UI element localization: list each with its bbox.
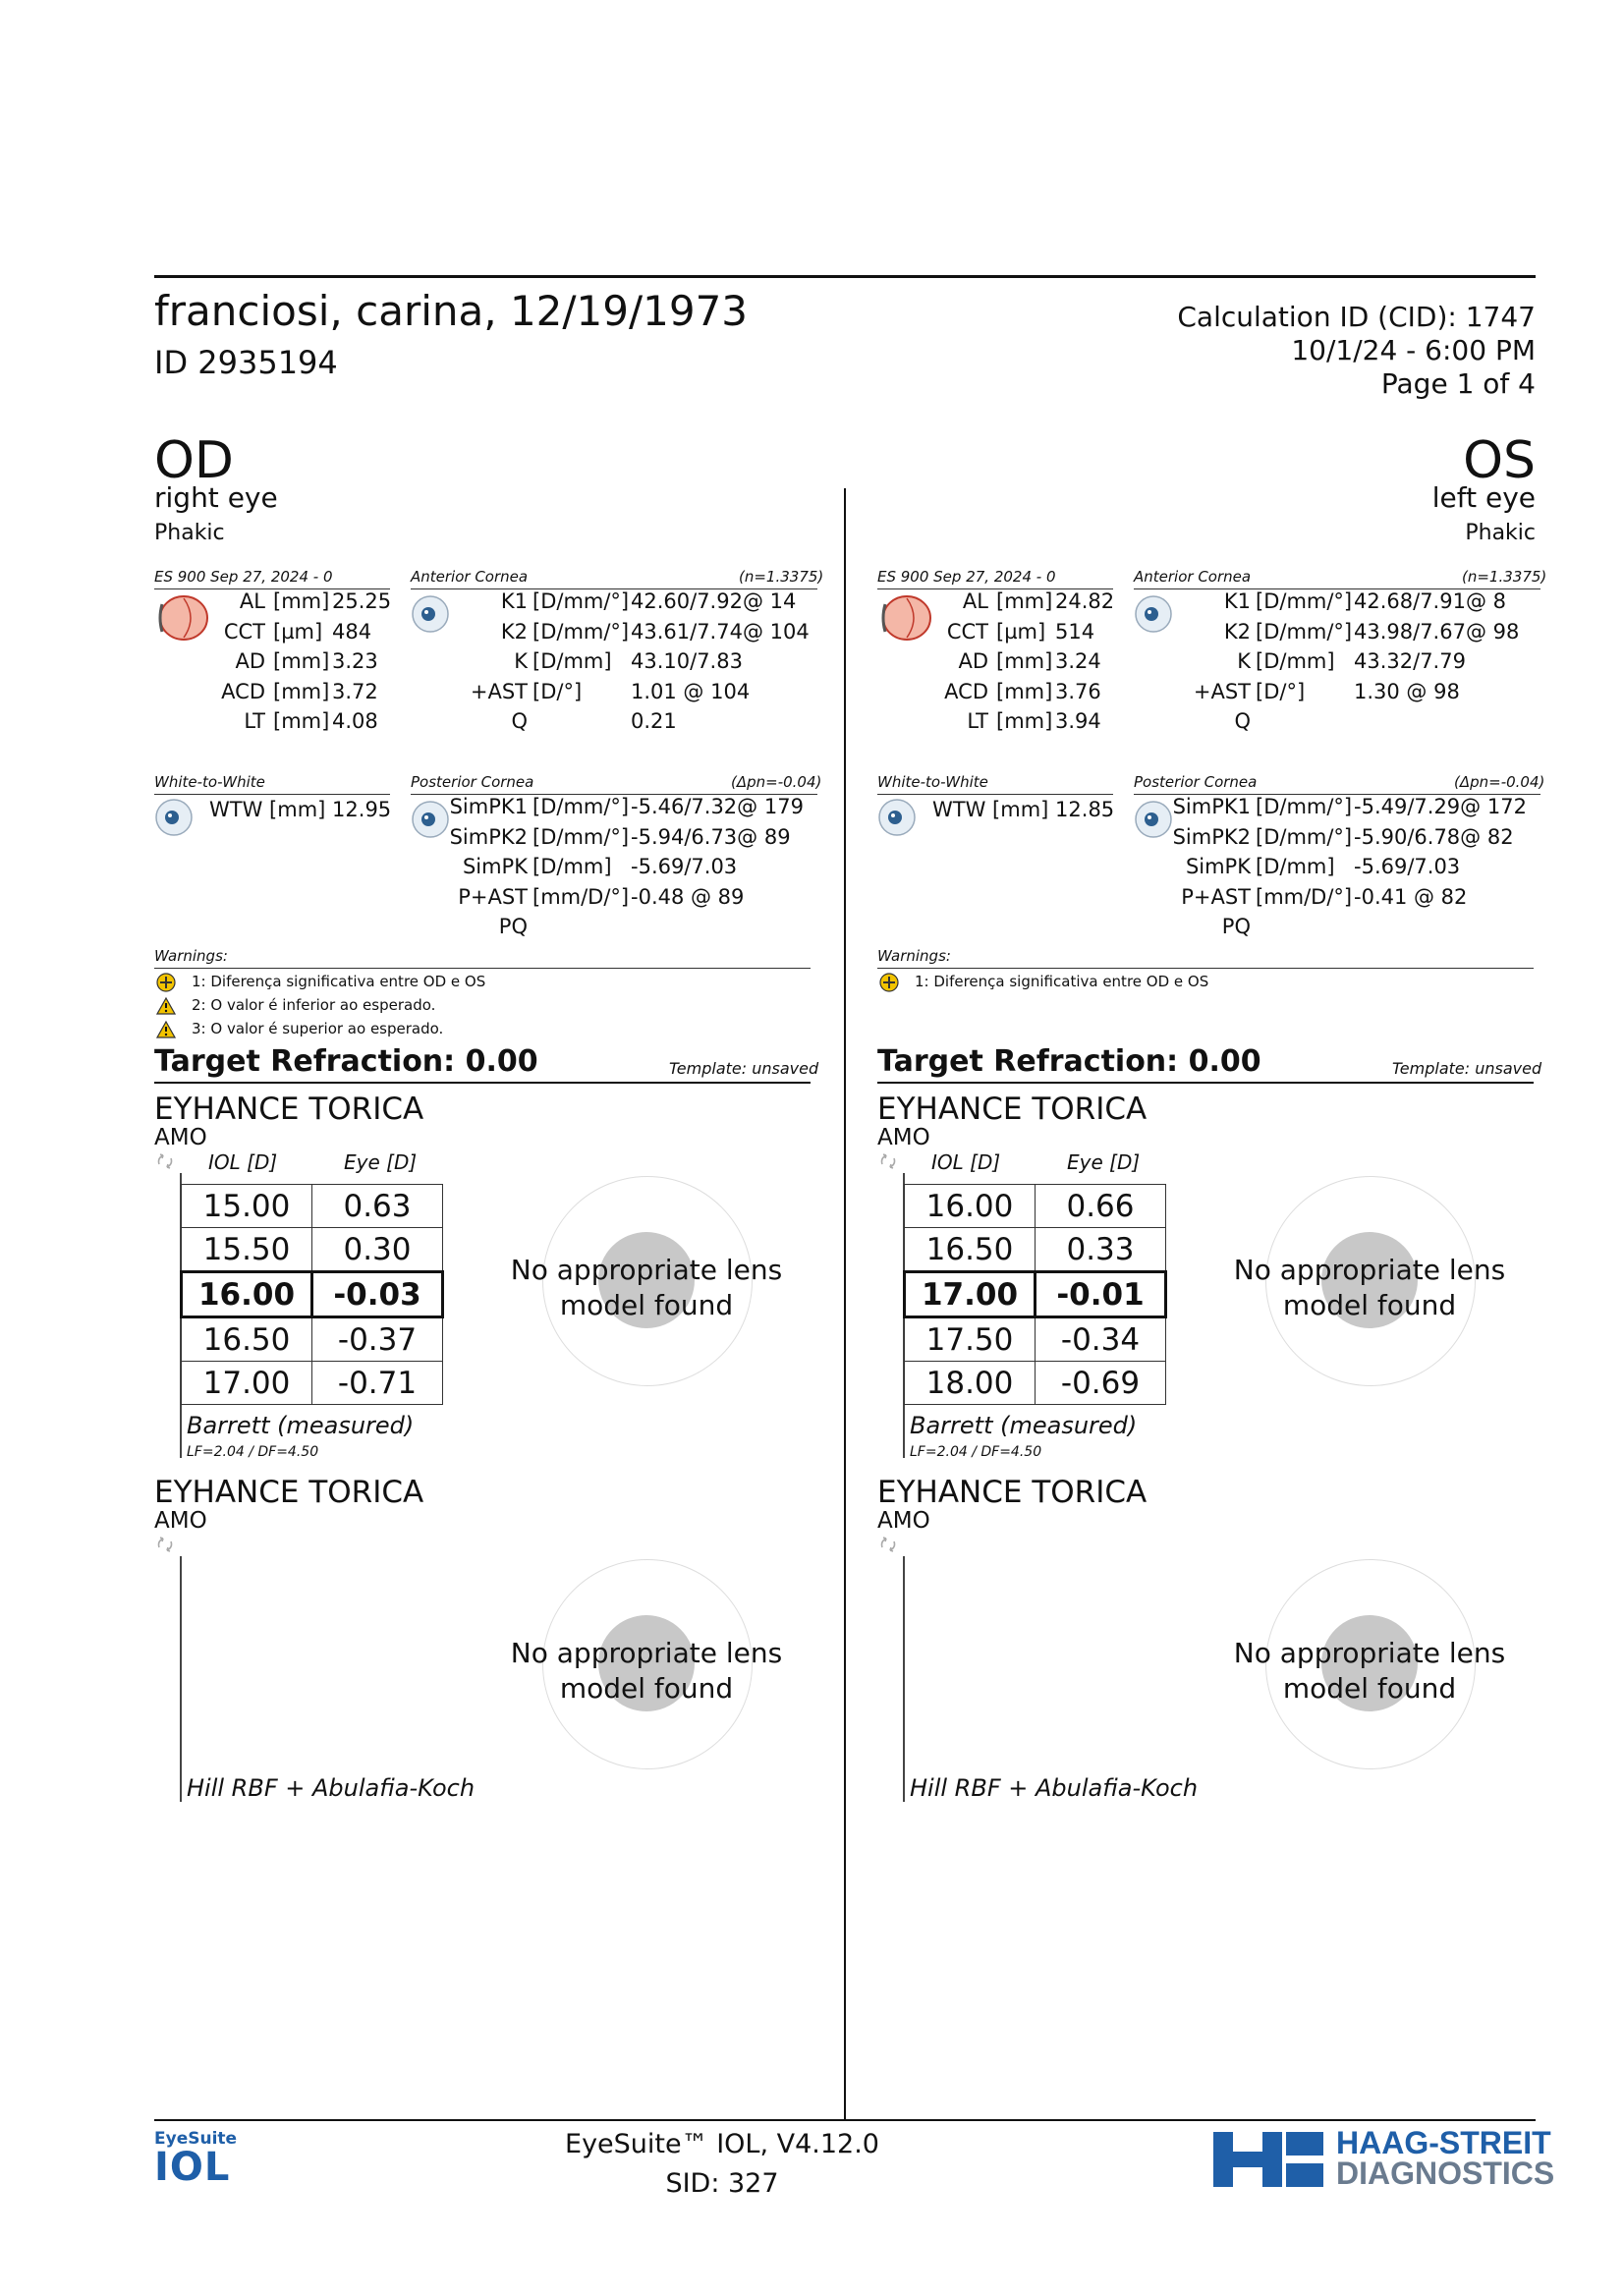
eye-side: left eye [1431, 481, 1536, 514]
iol-power-cell: 16.50 [905, 1228, 1036, 1272]
difference-warning-icon [156, 973, 176, 992]
eye-code: OS [1463, 431, 1536, 490]
no-lens-message [1212, 1636, 1527, 1707]
eyesuite-iol-logo [154, 2129, 238, 2190]
wtw-eye-icon [877, 798, 917, 837]
measure-value: 3.76 [1055, 679, 1101, 703]
brand-line-2: DIAGNOSTICS [1336, 2156, 1555, 2191]
column-iol: IOL [D] [931, 1150, 1001, 1174]
measure-value: 1.30 @ 98 [1354, 679, 1460, 703]
measure-value: 43.32/7.79 [1354, 649, 1466, 673]
measure-unit: [mm/D/°] [1256, 884, 1353, 909]
wtw-row [932, 798, 1114, 821]
iol-row[interactable] [905, 1228, 1166, 1272]
brand-line-1: HAAG-STREIT [1336, 2125, 1551, 2160]
formula-name: Barrett (measured) [187, 1412, 415, 1439]
warning-text: 1: Diferença significativa entre OD e OS [915, 973, 1209, 990]
measure-value: -0.48 @ 89 [631, 884, 745, 909]
column-iol: IOL [D] [208, 1150, 278, 1174]
iol-row[interactable] [905, 1317, 1166, 1362]
app-version: EyeSuite™ IOL, V4.12.0 [565, 2129, 879, 2159]
measure-label: SimPK [1185, 855, 1251, 878]
wtw-label: WTW [209, 798, 263, 821]
eye-side: right eye [154, 481, 278, 514]
measure-value: -5.46/7.32@ 179 [631, 795, 804, 818]
measure-value: -5.69/7.03 [1354, 855, 1461, 878]
patient-id: ID 2935194 [154, 344, 338, 381]
measure-value: 25.25 [332, 589, 392, 613]
wtw-eye-icon [154, 798, 194, 837]
iol-power-cell: 15.00 [182, 1185, 312, 1228]
eye-refraction-cell: -0.03 [312, 1272, 443, 1317]
no-lens-line-1: No appropriate lens [1233, 1637, 1506, 1669]
section-rule [154, 794, 390, 795]
measure-label: LT [967, 709, 988, 733]
measure-label: SimPK1 [1172, 795, 1251, 818]
warning-triangle-icon [156, 1020, 176, 1039]
measure-value: 3.94 [1055, 709, 1101, 733]
measure-unit: [µm] [273, 619, 323, 644]
wtw-row [209, 798, 391, 821]
hs-logo-mark [1213, 2132, 1326, 2187]
target-refraction: Target Refraction: 0.00 [154, 1044, 538, 1079]
header-top-rule [154, 275, 1536, 278]
anterior-cornea-title: Anterior Cornea [411, 568, 529, 586]
measure-unit: [D/mm/°] [1256, 589, 1353, 613]
cornea-eye-icon [1134, 594, 1173, 634]
calculation-id: Calculation ID (CID): 1747 [1177, 301, 1536, 333]
column-eye: Eye [D] [344, 1150, 418, 1174]
measure-unit: [mm] [273, 589, 330, 613]
measure-label: +AST [470, 679, 528, 703]
measure-label: PQ [498, 915, 528, 938]
eye-refraction-cell: -0.01 [1036, 1272, 1166, 1317]
haag-streit-logo [1213, 2132, 1326, 2191]
posterior-index: (Δpn=-0.04) [1454, 773, 1545, 791]
eye-code: OD [154, 431, 234, 490]
section-rule [154, 1082, 811, 1084]
iol-power-cell: 18.00 [905, 1362, 1036, 1405]
measure-unit: [D/mm] [532, 649, 612, 673]
iol-row[interactable] [905, 1362, 1166, 1405]
wtw-unit: [mm] [269, 798, 326, 821]
measure-label: Q [511, 709, 528, 733]
formula-name: Hill RBF + Abulafia-Koch [910, 1774, 1199, 1802]
measure-label: PQ [1221, 915, 1251, 938]
measure-unit: [mm] [996, 679, 1053, 703]
iol-row[interactable] [182, 1228, 443, 1272]
measure-label: P+AST [458, 884, 528, 909]
measure-unit: [mm] [996, 709, 1053, 733]
iol-row[interactable] [905, 1185, 1166, 1228]
session-id: SID: 327 [665, 2168, 779, 2199]
measure-label: CCT [946, 619, 988, 644]
measure-value: 3.72 [332, 679, 378, 703]
posterior-cornea-title: Posterior Cornea [1134, 773, 1258, 791]
eye-refraction-cell: 0.63 [312, 1185, 443, 1228]
iol-row-selected[interactable] [905, 1272, 1166, 1317]
measure-value: 3.24 [1055, 649, 1101, 673]
measure-label: CCT [223, 619, 265, 644]
measure-unit: [D/°] [532, 679, 583, 703]
iol-power-cell: 16.00 [905, 1185, 1036, 1228]
link-icon[interactable] [154, 1534, 176, 1555]
eye-anatomy-icon [154, 592, 209, 644]
measure-value: 42.60/7.92@ 14 [631, 589, 797, 613]
iol-row[interactable] [182, 1362, 443, 1405]
template-status: Template: unsaved [1392, 1059, 1542, 1078]
measure-unit: [µm] [996, 619, 1046, 644]
warnings-title: Warnings: [877, 947, 951, 965]
measure-label: SimPK2 [449, 824, 528, 849]
measure-label: K1 [1223, 589, 1251, 613]
no-lens-message [1212, 1253, 1527, 1323]
logo-bottom-text: IOL [154, 2145, 231, 2190]
cornea-eye-icon [411, 594, 450, 634]
eye-refraction-cell: -0.34 [1036, 1317, 1166, 1362]
measure-unit: [mm] [273, 709, 330, 733]
warnings-title: Warnings: [154, 947, 228, 965]
device-title: ES 900 Sep 27, 2024 - 0 [154, 568, 333, 586]
measure-value: 43.61/7.74@ 104 [631, 619, 810, 644]
measure-unit: [D/mm] [1256, 649, 1335, 673]
logo-top-text: EyeSuite [154, 2129, 238, 2149]
no-lens-line-2: model found [1282, 1672, 1457, 1705]
measure-unit: [D/mm/°] [1256, 824, 1353, 849]
measure-label: LT [244, 709, 265, 733]
link-icon[interactable] [154, 1150, 176, 1172]
posterior-index: (Δpn=-0.04) [731, 773, 822, 791]
iol-power-table [180, 1184, 444, 1405]
formula-name: Hill RBF + Abulafia-Koch [187, 1774, 476, 1802]
lens-manufacturer: AMO [877, 1508, 930, 1534]
measure-label: ACD [221, 679, 265, 703]
measure-value: 4.08 [332, 709, 378, 733]
iol-power-cell: 16.00 [182, 1272, 312, 1317]
measure-value: -5.90/6.78@ 82 [1354, 824, 1514, 849]
measure-unit: [D/mm] [1256, 855, 1335, 878]
difference-warning-icon [879, 973, 899, 992]
lens-model: EYHANCE TORICA [877, 1475, 1148, 1510]
measure-value: -0.41 @ 82 [1354, 884, 1468, 909]
measure-label: AD [958, 649, 988, 673]
eye-refraction-cell: 0.66 [1036, 1185, 1166, 1228]
lens-model: EYHANCE TORICA [877, 1092, 1148, 1127]
warning-text: 3: O valor é superior ao esperado. [192, 1020, 444, 1037]
measure-value: -5.69/7.03 [631, 855, 738, 878]
brand-text [1336, 2125, 1555, 2191]
measure-label: ACD [944, 679, 988, 703]
measure-unit: [D/mm/°] [1256, 619, 1353, 644]
warning-text: 1: Diferença significativa entre OD e OS [192, 973, 486, 990]
measure-value: 514 [1055, 619, 1095, 644]
wtw-title: White-to-White [877, 773, 988, 791]
formula-constants: LF=2.04 / DF=4.50 [187, 1444, 319, 1460]
measure-label: SimPK1 [449, 795, 528, 818]
lens-manufacturer: AMO [877, 1125, 930, 1150]
wtw-unit: [mm] [992, 798, 1049, 821]
measure-value: -5.94/6.73@ 89 [631, 824, 791, 849]
measure-label: AD [235, 649, 265, 673]
lens-manufacturer: AMO [154, 1508, 207, 1534]
measure-unit: [D/mm/°] [532, 589, 630, 613]
eye-refraction-cell: -0.71 [312, 1362, 443, 1405]
lens-manufacturer: AMO [154, 1125, 207, 1150]
measure-value: 42.68/7.91@ 8 [1354, 589, 1506, 613]
section-rule [154, 968, 811, 969]
measure-label: K [1237, 649, 1251, 673]
wtw-value: 12.95 [332, 798, 392, 821]
measure-unit: [mm] [273, 679, 330, 703]
lens-status: Phakic [1465, 521, 1536, 545]
measure-value: -5.49/7.29@ 172 [1354, 795, 1527, 818]
lens-bracket [180, 1556, 182, 1802]
measure-label: K [514, 649, 528, 673]
posterior-cornea-title: Posterior Cornea [411, 773, 534, 791]
measure-value: 0.21 [631, 709, 677, 733]
measure-unit: [mm] [996, 589, 1053, 613]
template-status: Template: unsaved [669, 1059, 819, 1078]
no-lens-line-2: model found [1282, 1289, 1457, 1321]
lens-model: EYHANCE TORICA [154, 1475, 424, 1510]
footer-center [550, 2125, 894, 2204]
warning-text: 2: O valor é inferior ao esperado. [192, 996, 436, 1014]
measure-unit: [mm] [273, 649, 330, 673]
page-number: Page 1 of 4 [1380, 367, 1536, 400]
section-rule [877, 794, 1113, 795]
measure-label: AL [962, 589, 988, 613]
measure-label: Q [1234, 709, 1251, 733]
eye-refraction-cell: 0.33 [1036, 1228, 1166, 1272]
footer-rule [154, 2119, 1536, 2121]
measure-label: K2 [500, 619, 528, 644]
iol-power-table [903, 1184, 1167, 1405]
column-eye: Eye [D] [1067, 1150, 1141, 1174]
measure-value: 3.23 [332, 649, 378, 673]
no-lens-line-1: No appropriate lens [510, 1637, 783, 1669]
measure-value: 43.10/7.83 [631, 649, 743, 673]
iol-power-cell: 17.50 [905, 1317, 1036, 1362]
no-lens-line-2: model found [559, 1672, 734, 1705]
eye-refraction-cell: -0.37 [312, 1317, 443, 1362]
header-meta [1177, 301, 1536, 401]
wtw-value: 12.85 [1055, 798, 1115, 821]
no-lens-message [489, 1636, 804, 1707]
anterior-index: (n=1.3375) [1462, 568, 1547, 586]
measure-label: SimPK2 [1172, 824, 1251, 849]
center-divider [844, 488, 846, 2119]
measure-unit: [D/mm/°] [532, 824, 630, 849]
target-refraction: Target Refraction: 0.00 [877, 1044, 1261, 1079]
iol-power-cell: 15.50 [182, 1228, 312, 1272]
measure-label: K1 [500, 589, 528, 613]
measure-value: 24.82 [1055, 589, 1115, 613]
measure-value: 1.01 @ 104 [631, 679, 751, 703]
eye-anatomy-icon [877, 592, 932, 644]
measure-unit: [D/mm/°] [532, 619, 630, 644]
lens-bracket [903, 1556, 905, 1802]
iol-power-cell: 17.00 [905, 1272, 1036, 1317]
measure-unit: [D/mm/°] [1256, 795, 1353, 818]
wtw-label: WTW [932, 798, 986, 821]
measure-unit: [D/mm/°] [532, 795, 630, 818]
measure-label: SimPK [462, 855, 528, 878]
measure-label: P+AST [1181, 884, 1251, 909]
link-icon[interactable] [877, 1534, 899, 1555]
patient-name: franciosi, carina, 12/19/1973 [154, 287, 749, 335]
wtw-title: White-to-White [154, 773, 265, 791]
no-lens-line-1: No appropriate lens [1233, 1254, 1506, 1286]
formula-name: Barrett (measured) [910, 1412, 1138, 1439]
section-rule [877, 968, 1534, 969]
measure-label: +AST [1193, 679, 1251, 703]
link-icon[interactable] [877, 1150, 899, 1172]
calculation-datetime: 10/1/24 - 6:00 PM [1291, 334, 1536, 366]
warning-triangle-icon [156, 996, 176, 1016]
measure-value: 43.98/7.67@ 98 [1354, 619, 1520, 644]
measure-label: AL [239, 589, 265, 613]
iol-row-selected[interactable] [182, 1272, 443, 1317]
anterior-cornea-title: Anterior Cornea [1134, 568, 1252, 586]
measure-value: 484 [332, 619, 372, 644]
iol-power-cell: 17.00 [182, 1362, 312, 1405]
iol-row[interactable] [182, 1185, 443, 1228]
iol-row[interactable] [182, 1317, 443, 1362]
formula-constants: LF=2.04 / DF=4.50 [910, 1444, 1042, 1460]
measure-unit: [mm] [996, 649, 1053, 673]
measure-unit: [D/°] [1256, 679, 1306, 703]
no-lens-message [489, 1253, 804, 1323]
eye-refraction-cell: 0.30 [312, 1228, 443, 1272]
lens-status: Phakic [154, 521, 225, 545]
measure-unit: [D/mm] [532, 855, 612, 878]
measure-label: K2 [1223, 619, 1251, 644]
anterior-index: (n=1.3375) [739, 568, 824, 586]
iol-power-cell: 16.50 [182, 1317, 312, 1362]
eye-refraction-cell: -0.69 [1036, 1362, 1166, 1405]
lens-model: EYHANCE TORICA [154, 1092, 424, 1127]
section-rule [877, 1082, 1534, 1084]
no-lens-line-2: model found [559, 1289, 734, 1321]
no-lens-line-1: No appropriate lens [510, 1254, 783, 1286]
measure-unit: [mm/D/°] [532, 884, 630, 909]
device-title: ES 900 Sep 27, 2024 - 0 [877, 568, 1056, 586]
